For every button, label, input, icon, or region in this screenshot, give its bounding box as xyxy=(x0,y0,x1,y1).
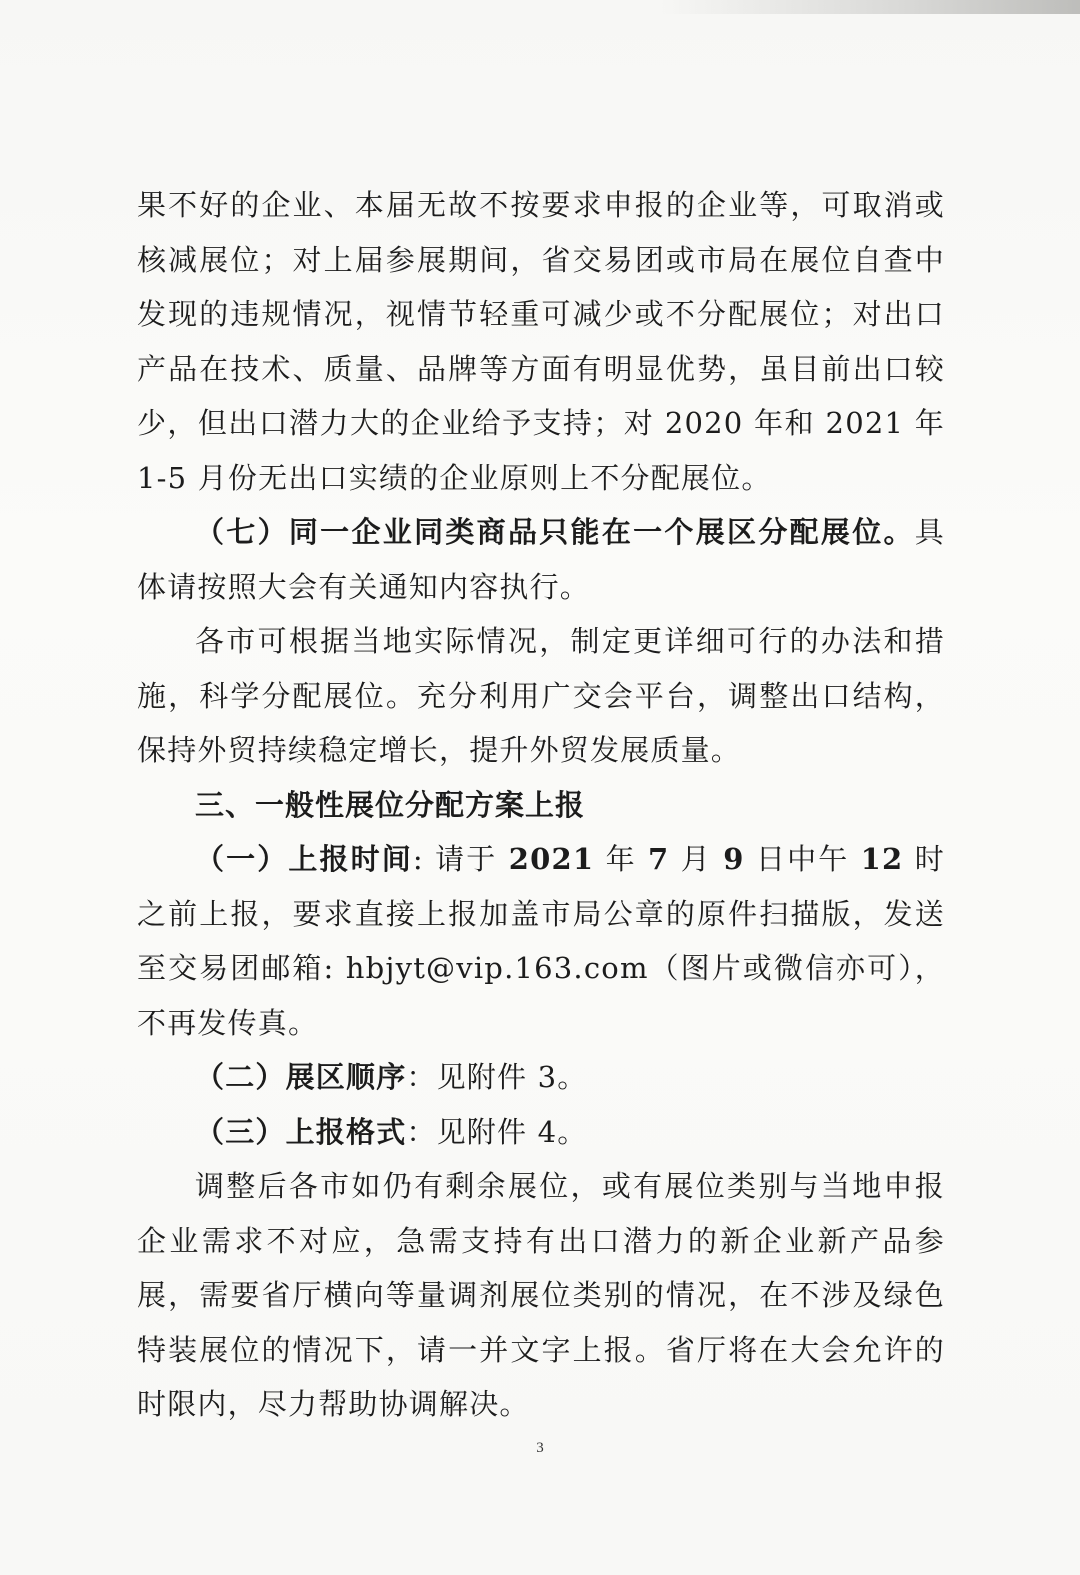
paragraph-cities-guidance xyxy=(137,614,945,778)
paragraph-text: 果不好的企业、本届无故不按要求申报的企业等，可取消或核减展位；对上届参展期间，省交易团或市局在展位自查中发现的违规情况，视情节轻重可减少或不分配展位；对出口产品在技术、质量、品牌等方面有明显优势，虽目前出口较少，但出口潜力大的企业给予支持；对 2020 年和 2021 年 1-5 月份无出口实绩的企业原则上不分配展位。 xyxy=(137,188,945,495)
paragraph-adjustment xyxy=(137,1159,945,1432)
report-month: 7 xyxy=(648,842,670,876)
report-time-text: 日中午 xyxy=(744,842,861,876)
report-day: 9 xyxy=(723,842,745,876)
report-time-text: : 请于 xyxy=(412,842,509,876)
exhibition-order-label: （二）展区顺序 xyxy=(195,1060,407,1094)
paragraph-continuation xyxy=(137,178,945,505)
paragraph-report-format xyxy=(137,1105,945,1160)
report-format-label: （三）上报格式 xyxy=(195,1114,407,1149)
paragraph-text: 调整后各市如仍有剩余展位，或有展位类别与当地申报企业需求不对应，急需支持有出口潜力的新企业新产品参展，需要省厅横向等量调剂展位类别的情况，在不涉及绿色特装展位的情况下，请一并文字上报。省厅将在大会允许的时限内，尽力帮助协调解决。 xyxy=(137,1169,945,1421)
item-seven-text: 具体请按照大会有关通知内容执行。 xyxy=(137,515,945,604)
report-time-text: 年 xyxy=(594,842,649,876)
report-year: 2021 xyxy=(508,842,595,876)
report-format-text: ：见附件 4。 xyxy=(406,1114,588,1149)
section-heading-text: 三、一般性展位分配方案上报 xyxy=(195,787,586,822)
scan-edge-shadow xyxy=(660,0,1080,14)
paragraph-report-time xyxy=(137,832,945,1050)
report-hour: 12 xyxy=(860,842,904,876)
document-body xyxy=(137,178,945,1432)
section-heading-three xyxy=(137,778,945,833)
item-seven-heading: （七）同一企业同类商品只能在一个展区分配展位。 xyxy=(195,515,915,549)
report-time-label: （一）上报时间 xyxy=(195,842,413,876)
report-time-text: 时之前上报，要求直接上报加盖市局公章的原件扫描版，发送至交易团邮箱: hbjyt@vip.163.com（图片或微信亦可），不再发传真。 xyxy=(137,842,945,1040)
report-time-text: 月 xyxy=(669,842,724,876)
paragraph-exhibition-order xyxy=(137,1050,945,1105)
paragraph-item-seven xyxy=(137,505,945,614)
page-number: 3 xyxy=(536,1440,544,1456)
paragraph-text: 各市可根据当地实际情况，制定更详细可行的办法和措施，科学分配展位。充分利用广交会平台，调整出口结构，保持外贸持续稳定增长，提升外贸发展质量。 xyxy=(137,624,945,767)
exhibition-order-text: ：见附件 3。 xyxy=(406,1060,588,1094)
